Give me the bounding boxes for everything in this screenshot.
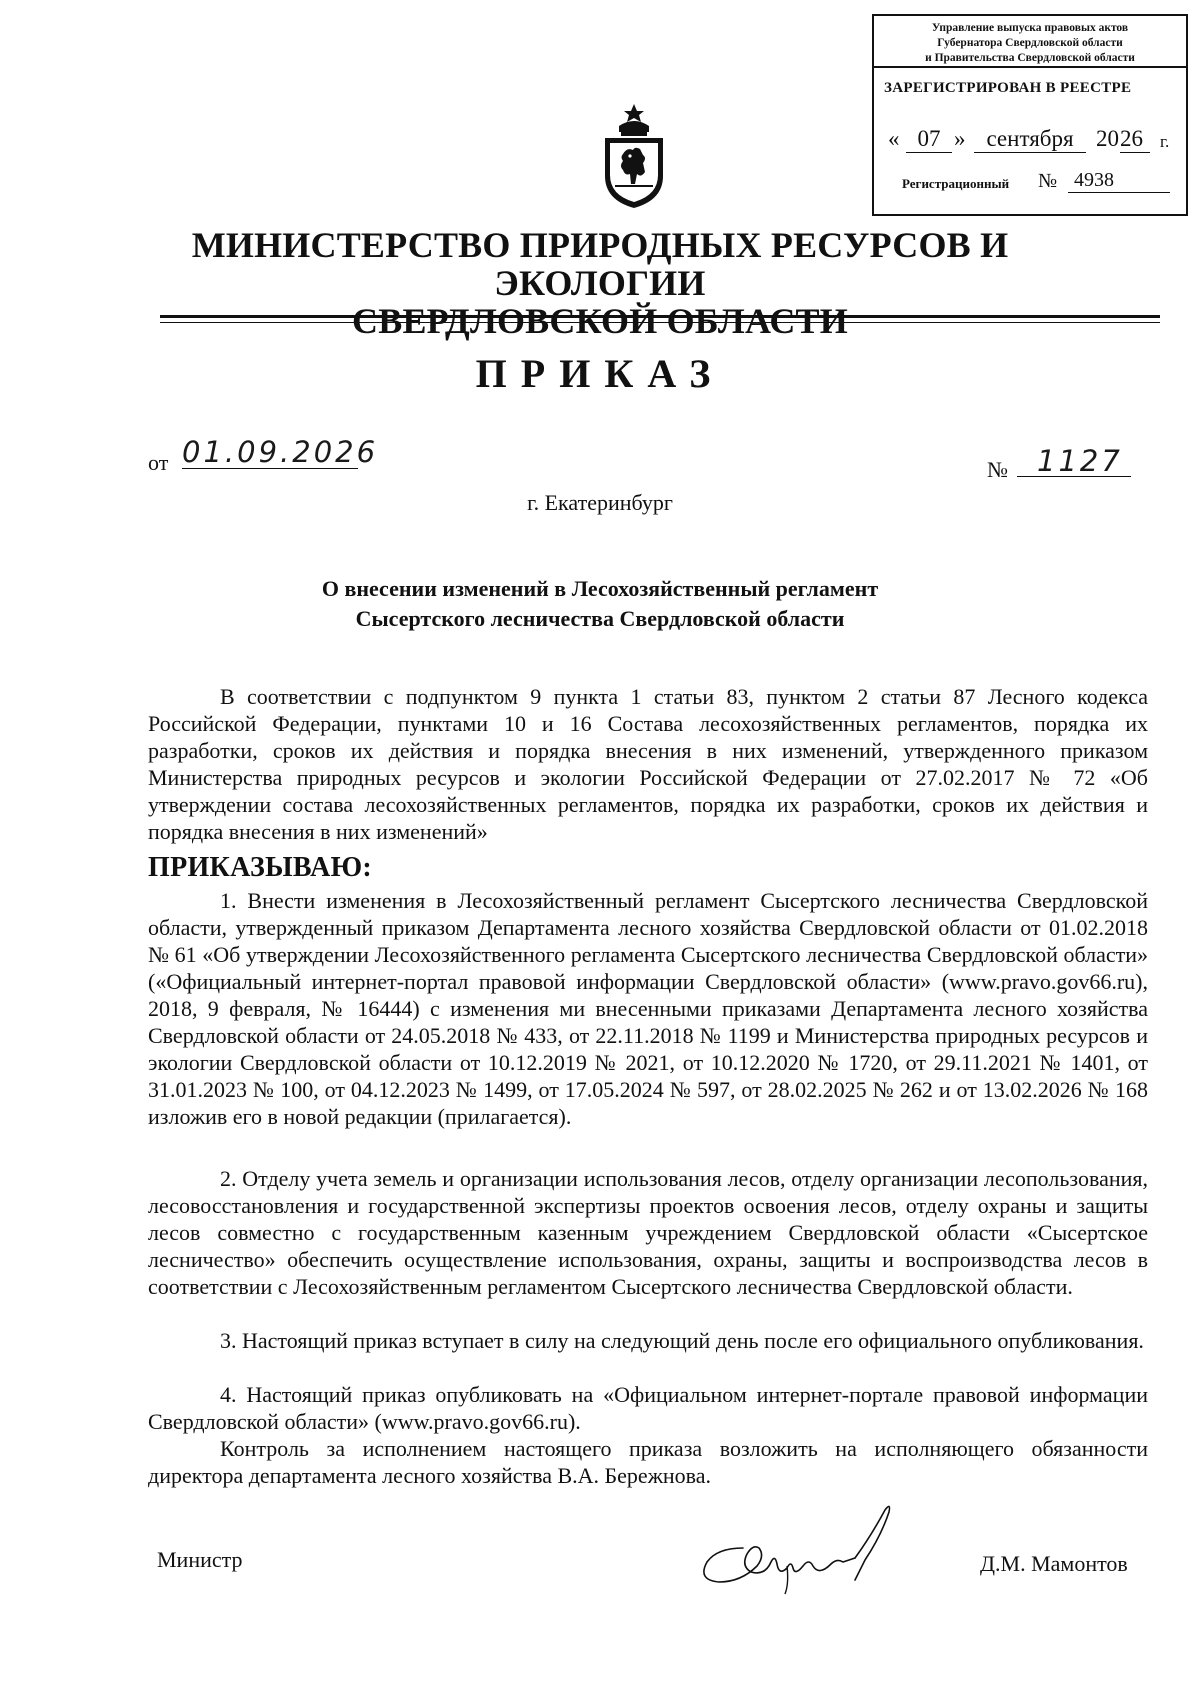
signer-position: Министр [157, 1547, 243, 1572]
order-item-1: 1. Внести изменения в Лесохозяйственный регламент Сысертского лесничества Свердловской области, утвержденный приказом Департамента лесного хозяйства Свердловской области от 01.02.2018 № 61 «Об утверждении Лесохозяйственного регламента Сысертского лесничества Свердловской области» («Официальный интернет-портал правовой информации Свердловской области» (www.pravo.gov66.ru), 2018, 9 февраля, № 16444) с изменения ми внесенными приказами Департамента лесного хозяйства Свердловской области от 24.05.2018 № 433, от 22.11.2018 № 1199 и Министерства природных ресурсов и экологии Свердловской области от 10.12.2019 № 2021, от 10.12.2020 № 1720, от 29.11.2021 № 1401, от 31.01.2023 № 100, от 04.12.2023 № 1499, от 17.05.2024 № 597, от 28.02.2025 № 262 и от 13.02.2026 № 168 изложив его в новой редакции (прилагается). [148, 888, 1148, 1129]
stamp-quote-open: « [888, 126, 900, 151]
stamp-month: сентября [974, 126, 1086, 153]
order-item-2: 2. Отделу учета земель и организации использования лесов, отделу организации лесопользования, лесовосстановления и государственной экспертизы проектов освоения лесов, отделу охраны и защиты лесов совместно с государственным казенным учреждением Свердловской области «Сысертское лесничество» обеспечить осуществление использования, охраны, защиты и воспроизводства лесов в соответствии с Лесохозяйственным регламентом Сысертского лесничества Свердловской области. [148, 1166, 1148, 1299]
city: г. Екатеринбург [527, 490, 673, 515]
stamp-header [874, 16, 1186, 68]
stamp-header-line: Губернатора Свердловской области [937, 37, 1123, 49]
stamp-header-line: и Правительства Свердловской области [925, 52, 1135, 64]
header-rule [160, 315, 1160, 318]
stamp-quote-close: » [954, 126, 966, 151]
preamble-paragraph: В соответствии с подпунктом 9 пункта 1 статьи 83, пунктом 2 статьи 87 Лесного кодекса Российской Федерации, пунктами 10 и 16 Состава лесохозяйственных регламентов, порядка их разработки, сроков их действия и порядка внесения в них изменений, утвержденного приказом Министерства природных ресурсов и экологии Российской Федерации от 27.02.2017 № 72 «Об утверждении состава лесохозяйственных регламентов, порядка их разработки, сроков их действия и порядка внесения в них изменений» [148, 684, 1148, 844]
coat-of-arms-icon [597, 102, 671, 210]
stamp-date [888, 126, 1178, 156]
stamp-day: 07 [906, 126, 952, 153]
stamp-reg-number: 4938 [1068, 168, 1170, 193]
signer-name: Д.М. Мамонтов [980, 1551, 1128, 1576]
stamp-year-abbr: г. [1160, 132, 1170, 151]
registry-stamp [872, 14, 1188, 216]
ministry-title-line: СВЕРДЛОВСКОЙ ОБЛАСТИ [352, 301, 848, 341]
handwritten-signature [695, 1496, 925, 1596]
control-paragraph: Контроль за исполнением настоящего приказа возложить на исполняющего обязанности директора департамента лесного хозяйства В.А. Бережнова. [148, 1436, 1148, 1488]
order-item-4: 4. Настоящий приказ опубликовать на «Официальном интернет-портале правовой информации Свердловской области» (www.pravo.gov66.ru). [148, 1382, 1148, 1434]
stamp-no-sign: № [1038, 170, 1058, 192]
order-subject-line: О внесении изменений в Лесохозяйственный регламент [321, 576, 879, 601]
stamp-reg-label: Регистрационный [902, 176, 1010, 191]
order-item-3: 3. Настоящий приказ вступает в силу на следующий день после его официального опубликования. [220, 1328, 1144, 1353]
date-label: от [148, 450, 169, 475]
stamp-year-suffix: 26 [1120, 126, 1150, 153]
order-subject [250, 574, 950, 634]
stamp-registered-label: ЗАРЕГИСТРИРОВАН В РЕЕСТРЕ [884, 80, 1132, 96]
document-type-title: ПРИКАЗ [475, 351, 725, 396]
stamp-year-prefix: 20 [1096, 126, 1119, 151]
number-label: № [987, 457, 1008, 482]
order-number: 1127 [1017, 447, 1131, 477]
stamp-header-line: Управление выпуска правовых актов [931, 22, 1129, 34]
command-word: ПРИКАЗЫВАЮ: [148, 852, 373, 883]
header-rule [160, 322, 1160, 323]
ministry-title-line: МИНИСТЕРСТВО ПРИРОДНЫХ РЕСУРСОВ И ЭКОЛОГИИ [191, 225, 1009, 303]
order-subject-line: Сысертского лесничества Свердловской области [355, 606, 845, 631]
order-date: 01.09.2026 [182, 435, 379, 469]
